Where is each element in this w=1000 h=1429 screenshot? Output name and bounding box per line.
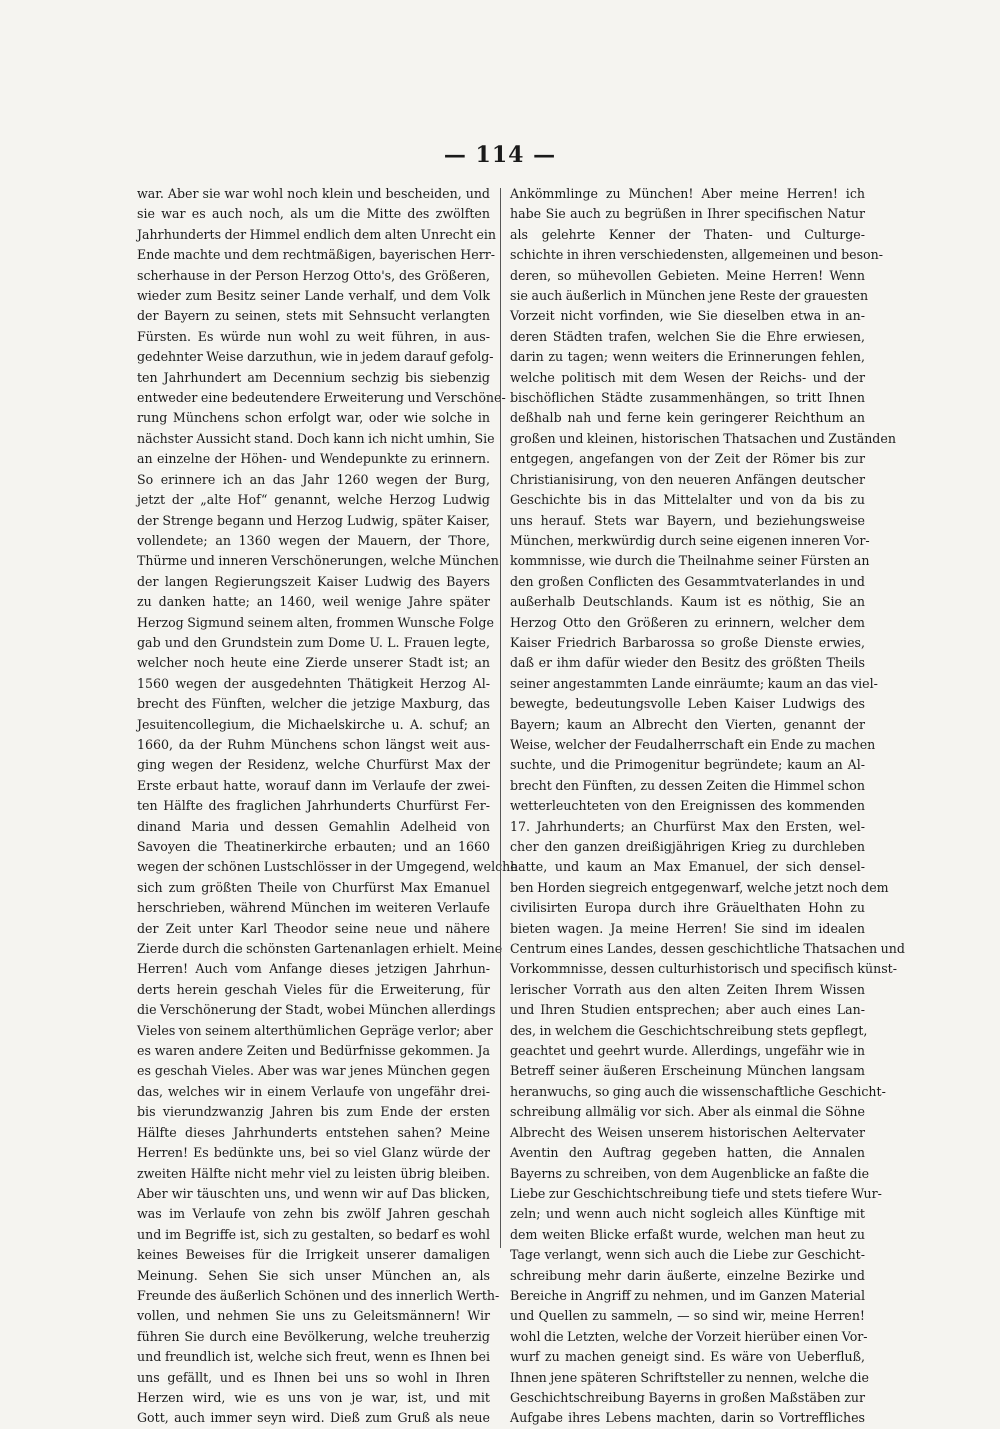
text-line: Kaiser Friedrich Barbarossa so große Dienste erwies, xyxy=(510,634,865,650)
left-column xyxy=(137,184,518,1429)
text-line: Geschichte bis in das Mittelalter und von da bis zu xyxy=(510,492,865,508)
text-line: Liebe zur Geschichtschreibung tiefe und stets tiefere Wur- xyxy=(510,1185,882,1201)
text-line: wohl die Letzten, welche der Vorzeit hierüber einen Vor- xyxy=(510,1328,868,1344)
text-line: geachtet und geehrt wurde. Allerdings, ungefähr wie in xyxy=(510,1043,865,1059)
text-line: sich zum größten Theile von Churfürst Max Emanuel xyxy=(137,879,490,895)
text-line: seiner angestammten Lande einräumte; kaum an das viel- xyxy=(510,675,878,691)
text-line: gab und den Grundstein zum Dome U. L. Frauen legte, xyxy=(137,634,490,650)
text-line: den großen Conflicten des Gesammtvaterlandes in und xyxy=(510,573,865,589)
column-divider xyxy=(500,188,501,1248)
text-line: führen Sie durch eine Bevölkerung, welche treuherzig xyxy=(137,1328,490,1344)
text-line: scherhause in der Person Herzog Otto's, des Größeren, xyxy=(137,267,490,283)
text-line: was im Verlaufe von zehn bis zwölf Jahren geschah xyxy=(137,1206,490,1222)
text-line: 1560 wegen der ausgedehnten Thätigkeit Herzog Al- xyxy=(137,675,490,691)
text-line: großen und kleinen, historischen Thatsachen und Zuständen xyxy=(510,430,896,446)
text-line: Thürme und inneren Verschönerungen, welche München xyxy=(137,553,499,569)
text-line: bieten wagen. Ja meine Herren! Sie sind im idealen xyxy=(510,920,865,936)
text-line: dem weiten Blicke erfaßt wurde, welchen man heut zu xyxy=(510,1226,865,1242)
text-line: wegen der schönen Lustschlösser in der Umgegend, welche xyxy=(137,859,518,875)
text-line: schreibung allmälig vor sich. Aber als einmal die Söhne xyxy=(510,1104,865,1120)
text-line: civilisirten Europa durch ihre Gräuelthaten Hohn zu xyxy=(510,900,865,916)
text-line: Vieles von seinem alterthümlichen Gepräge verlor; aber xyxy=(137,1022,493,1038)
text-line: es geschah Vieles. Aber was war jenes München gegen xyxy=(137,1063,490,1079)
text-line: gedehnter Weise darzuthun, wie in jedem darauf gefolg- xyxy=(137,349,494,365)
text-line: lerischer Vorrath aus den alten Zeiten Ihrem Wissen xyxy=(510,981,865,997)
text-line: Betreff seiner äußeren Erscheinung München langsam xyxy=(510,1063,865,1079)
text-line: ten Jahrhundert am Decennium sechzig bis siebenzig xyxy=(137,369,490,385)
text-line: vollendete; an 1360 wegen der Mauern, der Thore, xyxy=(137,532,490,548)
text-line: vollen, und nehmen Sie uns zu Geleitsmännern! Wir xyxy=(137,1308,490,1324)
text-line: suchte, und die Primogenitur begründete; kaum an Al- xyxy=(510,757,865,773)
text-line: Herzog Otto den Größeren zu erinnern, welcher dem xyxy=(510,614,865,630)
text-line: der Bayern zu seinen, stets mit Sehnsucht verlangten xyxy=(137,308,490,324)
text-line: habe Sie auch zu begrüßen in Ihrer specifischen Natur xyxy=(510,206,865,222)
text-line: und Ihren Studien entsprechen; aber auch eines Lan- xyxy=(510,1002,865,1018)
text-line: Geschichtschreibung Bayerns in großen Maßstäben zur xyxy=(510,1389,865,1405)
text-line: Aventin den Auftrag gegeben hatten, die Annalen xyxy=(510,1145,865,1161)
text-line: Weise, welcher der Feudalherrschaft ein Ende zu machen xyxy=(510,736,876,752)
text-line: sie war es auch noch, als um die Mitte des zwölften xyxy=(137,206,490,222)
text-line: Bayern; kaum an Albrecht den Vierten, genannt der xyxy=(510,716,865,732)
text-line: welche politisch mit dem Wesen der Reichs- und der xyxy=(510,369,865,385)
page-number: — 114 — xyxy=(443,142,557,168)
text-line: Jesuitencollegium, die Michaelskirche u. A. schuf; an xyxy=(137,716,490,732)
text-line: welcher noch heute eine Zierde unserer Stadt ist; an xyxy=(137,655,490,671)
text-line: Herzog Sigmund seinem alten, frommen Wunsche Folge xyxy=(137,614,494,630)
text-line: an einzelne der Höhen- und Wendepunkte zu erinnern. xyxy=(137,451,490,467)
text-line: ging wegen der Residenz, welche Churfürst Max der xyxy=(137,757,490,773)
text-line: kommnisse, wie durch die Theilnahme seiner Fürsten an xyxy=(510,553,870,569)
text-line: darin zu tagen; wenn weiters die Erinnerungen fehlen, xyxy=(510,349,865,365)
text-line: zweiten Hälfte nicht mehr viel zu leisten übrig bleiben. xyxy=(137,1165,490,1181)
text-line: deren Städten trafen, welchen Sie die Ehre erwiesen, xyxy=(510,328,865,344)
text-line: ten Hälfte des fraglichen Jahrhunderts Churfürst Fer- xyxy=(137,798,490,814)
text-line: Erste erbaut hatte, worauf dann im Verlaufe der zwei- xyxy=(137,777,490,793)
text-line: jetzt der „alte Hof“ genannt, welche Herzog Ludwig xyxy=(137,492,490,508)
text-line: der Zeit unter Karl Theodor seine neue und nähere xyxy=(137,920,490,936)
text-line: das, welches wir in einem Verlaufe von ungefähr drei- xyxy=(137,1083,490,1099)
text-line: bischöflichen Städte zusammenhängen, so tritt Ihnen xyxy=(510,390,865,406)
text-line: herschrieben, während München im weiteren Verlaufe xyxy=(137,900,490,916)
text-line: und Quellen zu sammeln, — so sind wir, meine Herren! xyxy=(510,1308,865,1324)
text-line: uns gefällt, und es Ihnen bei uns so wohl in Ihren xyxy=(137,1369,490,1385)
text-line: Herzen wird, wie es uns von je war, ist, und mit xyxy=(137,1389,490,1405)
text-line: und freundlich ist, welche sich freut, wenn es Ihnen bei xyxy=(137,1349,490,1365)
text-line: Zierde durch die schönsten Gartenanlagen erhielt. Meine xyxy=(137,941,503,957)
text-line: Ende machte und dem rechtmäßigen, bayerischen Herr- xyxy=(137,247,496,263)
text-line: Gott, auch immer seyn wird. Dieß zum Gruß als neue xyxy=(137,1410,490,1426)
text-line: Christianisirung, von den neueren Anfängen deutscher xyxy=(510,471,865,487)
text-line: schreibung mehr darin äußerte, einzelne Bezirke und xyxy=(510,1267,865,1283)
text-line: außerhalb Deutschlands. Kaum ist es nöthig, Sie an xyxy=(510,594,865,610)
text-line: entweder eine bedeutendere Erweiterung und Verschöne- xyxy=(137,390,506,406)
right-column xyxy=(510,184,905,1429)
text-line: 1660, da der Ruhm Münchens schon längst weit aus- xyxy=(137,736,490,752)
text-line: Aber wir täuschten uns, und wenn wir auf Das blicken, xyxy=(137,1185,490,1201)
text-line: dinand Maria und dessen Gemahlin Adelheid von xyxy=(137,818,490,834)
text-line: Ihnen jene späteren Schriftsteller zu nennen, welche die xyxy=(510,1369,869,1385)
text-line: des, in welchem die Geschichtschreibung stets gepflegt, xyxy=(510,1022,868,1038)
text-line: der Strenge begann und Herzog Ludwig, später Kaiser, xyxy=(137,512,490,528)
text-line: als gelehrte Kenner der Thaten- und Culturge- xyxy=(510,226,865,242)
text-line: brecht des Fünften, welcher die jetzige Maxburg, das xyxy=(137,696,490,712)
text-line: Hälfte dieses Jahrhunderts entstehen sahen? Meine xyxy=(137,1124,490,1140)
text-line: wurf zu machen geneigt sind. Es wäre von Ueberfluß, xyxy=(510,1349,865,1365)
text-line: zu danken hatte; an 1460, weil wenige Jahre später xyxy=(137,594,490,610)
text-line: wieder zum Besitz seiner Lande verhalf, und dem Volk xyxy=(137,288,490,304)
text-line: München, merkwürdig durch seine eigenen inneren Vor- xyxy=(510,532,870,548)
text-line: uns herauf. Stets war Bayern, und beziehungsweise xyxy=(510,512,865,528)
text-line: 17. Jahrhunderts; an Churfürst Max den Ersten, wel- xyxy=(510,818,865,834)
text-line: bis vierundzwanzig Jahren bis zum Ende der ersten xyxy=(137,1104,490,1120)
text-line: deren, so mühevollen Gebieten. Meine Herren! Wenn xyxy=(510,267,865,283)
text-line: Savoyen die Theatinerkirche erbauten; und an 1660 xyxy=(137,839,490,854)
text-line: hatte, und kaum an Max Emanuel, der sich densel- xyxy=(510,859,865,875)
text-line: war. Aber sie war wohl noch klein und bescheiden, und xyxy=(137,186,490,201)
text-line: die Verschönerung der Stadt, wobei München allerdings xyxy=(137,1002,496,1018)
text-line: nächster Aussicht stand. Doch kann ich nicht umhin, Sie xyxy=(137,430,495,446)
text-line: Herren! Es bedünkte uns, bei so viel Glanz würde der xyxy=(137,1145,490,1161)
text-line: Freunde des äußerlich Schönen und des innerlich Werth- xyxy=(137,1287,500,1303)
text-line: entgegen, angefangen von der Zeit der Römer bis zur xyxy=(510,451,865,467)
text-line: Centrum eines Landes, dessen geschichtliche Thatsachen und xyxy=(510,941,905,957)
text-line: es waren andere Zeiten und Bedürfnisse gekommen. Ja xyxy=(137,1043,490,1059)
text-line: und im Begriffe ist, sich zu gestalten, so bedarf es wohl xyxy=(137,1226,490,1242)
text-line: Bereiche in Angriff zu nehmen, und im Ganzen Material xyxy=(510,1287,865,1303)
text-line: Ankömmlinge zu München! Aber meine Herren! ich xyxy=(510,186,865,201)
text-line: Jahrhunderts der Himmel endlich dem alten Unrecht ein xyxy=(137,226,496,242)
text-line: Tage verlangt, wenn sich auch die Liebe zur Geschicht- xyxy=(510,1247,865,1263)
text-line: Vorkommnisse, dessen culturhistorisch und specifisch künst- xyxy=(510,961,897,977)
text-line: brecht den Fünften, zu dessen Zeiten die Himmel schon xyxy=(510,777,865,793)
text-line: Albrecht des Weisen unserem historischen Aeltervater xyxy=(510,1124,865,1140)
text-line: rung Münchens schon erfolgt war, oder wie solche in xyxy=(137,410,490,426)
text-line: deßhalb nah und ferne kein geringerer Reichthum an xyxy=(510,410,865,426)
text-line: keines Beweises für die Irrigkeit unserer damaligen xyxy=(137,1247,490,1263)
text-line: Herren! Auch vom Anfange dieses jetzigen Jahrhun- xyxy=(137,961,490,977)
text-line: derts herein geschah Vieles für die Erweiterung, für xyxy=(137,981,490,997)
text-line: Bayerns zu schreiben, von dem Augenblicke an faßte die xyxy=(510,1165,870,1181)
text-line: heranwuchs, so ging auch die wissenschaftliche Geschicht- xyxy=(510,1083,886,1099)
text-line: Aufgabe ihres Lebens machten, darin so Vortreffliches xyxy=(510,1410,865,1426)
text-line: wetterleuchteten von den Ereignissen des kommenden xyxy=(510,798,865,814)
text-line: Vorzeit nicht vorfinden, wie Sie dieselben etwa in an- xyxy=(510,308,865,324)
text-line: ben Horden siegreich entgegenwarf, welche jetzt noch dem xyxy=(510,879,889,895)
text-line: cher den ganzen dreißigjährigen Krieg zu durchleben xyxy=(510,839,865,854)
text-line: sie auch äußerlich in München jene Reste der grauesten xyxy=(510,288,869,304)
text-line: der langen Regierungszeit Kaiser Ludwig des Bayers xyxy=(137,573,490,589)
text-line: Meinung. Sehen Sie sich unser München an, als xyxy=(137,1267,490,1283)
text-line: zeln; und wenn auch nicht sogleich alles Künftige mit xyxy=(510,1206,865,1222)
text-line: So erinnere ich an das Jahr 1260 wegen der Burg, xyxy=(137,471,490,487)
text-line: schichte in ihren verschiedensten, allgemeinen und beson- xyxy=(510,247,884,263)
text-line: Fürsten. Es würde nun wohl zu weit führen, in aus- xyxy=(137,328,490,344)
text-line: daß er ihm dafür wieder den Besitz des größten Theils xyxy=(510,655,865,671)
text-line: bewegte, bedeutungsvolle Leben Kaiser Ludwigs des xyxy=(510,696,865,712)
